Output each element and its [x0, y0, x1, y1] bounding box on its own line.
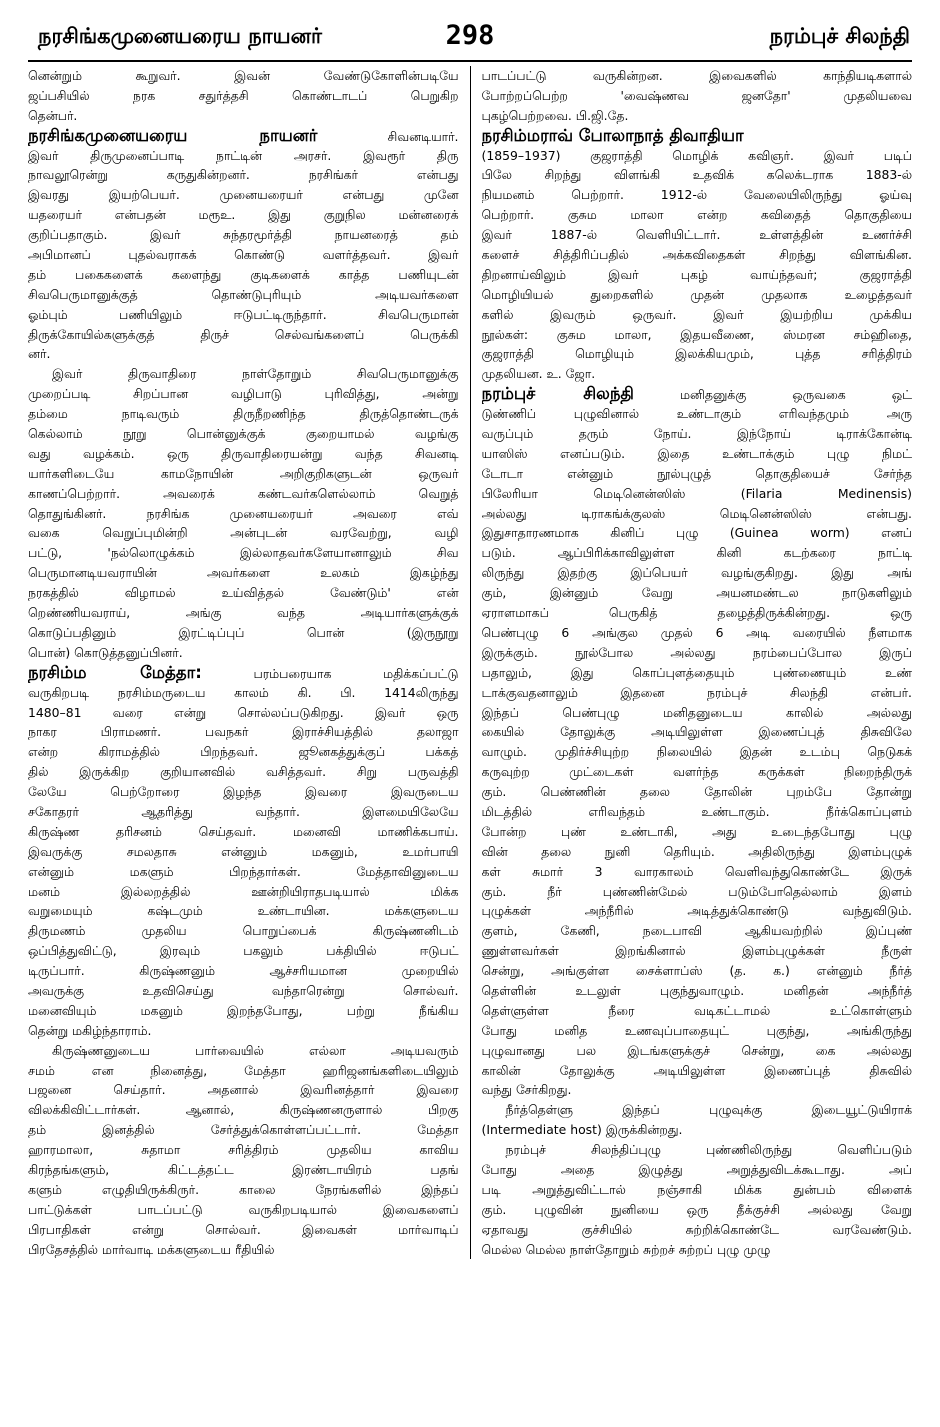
entry-narasimharao-heading-line — [482, 126, 913, 146]
entry-line: பொன்) கொடுத்தனுப்பினர். — [28, 644, 183, 660]
entry-line: ஒப்பித்துவிட்டு, இரவும் பகலும் பக்தியில் ஈடுபட் — [28, 943, 459, 959]
entry-line: திறனாய்விலும் இவர் புகழ் வாய்ந்தவர்; குஜராத்தி — [481, 266, 912, 282]
entry-line: பிலே சிறந்து விளங்கி உதவிக் கலெக்டராக 1883-ல் — [481, 167, 912, 183]
entry-narasimha-mehta-heading-line — [28, 663, 459, 683]
entry-line: போது அதை இழுத்து அறுத்துவிடக்கூடாது. அப் — [481, 1161, 912, 1177]
entry-line: கள் சுமார் 3 வாரகாலம் வெளிவந்துகொண்டே இருக் — [481, 863, 912, 879]
entry-line: தம் இனத்தில் சேர்த்துக்கொள்ளப்பட்டார். மேத்தா — [28, 1122, 459, 1138]
entry-line: லிருந்து இதற்கு இப்பெயர் வழங்குகிறது. இது அங் — [481, 565, 912, 581]
entry-line: களைச் சித்திரிப்பதில் அக்கவிதைகள் சிறந்து விளங்கின. — [481, 247, 912, 263]
intro-line: னென்றும் கூறுவர். இவன் வேண்டுகோளின்படியே — [28, 68, 459, 83]
entry-line: கும், இன்னும் வேறு அயனமண்டல நாடுகளிலும் — [481, 585, 912, 601]
entry-line: கொடுப்பதினும் இரட்டிப்புப் பொன் (இருநூறு — [28, 624, 459, 640]
entry-line: தில் இருக்கிற குறியானவில் வசித்தவர். சிறு பருவத்தி — [28, 764, 459, 780]
entry-line: நாவலூரென்று கருதுகின்றனர். நரசிங்கர் என்பது — [28, 167, 459, 183]
intro-line: போற்றப்பெற்ற 'வைஷ்ணவ ஜனதோ' முதலியவை — [481, 87, 912, 103]
entry-line: யாஸிஸ் எனப்படும். இதை உண்டாக்கும் புழு நிமட் — [481, 445, 912, 461]
entry-line: ஏராளமாகப் பெருகித் தழைத்திருக்கின்றது. ஒரு — [481, 605, 912, 621]
entry-heading: நரசிம்மராவ் போலாநாத் திவாதியா — [481, 125, 744, 145]
intro-line: ஜப்பசியில் நரக சதுர்த்தசி கொண்டாடப் பெறுகிற — [28, 87, 459, 103]
entry-line: ஏதாவது குச்சியில் சுற்றிக்கொண்டே வரவேண்டும். — [481, 1221, 912, 1237]
entry-line: 1480–81 வரை என்று சொல்லப்படுகிறது. இவர் ஒரு — [28, 704, 459, 720]
entry-line: பிரபாதிகள் என்று சொல்வர். இவைகள் மார்வாடிப் — [28, 1221, 459, 1237]
intro-line: புகழ்பெற்றவை. பி.ஜி.தே. — [481, 107, 629, 123]
entry-line: டாக்குவதனாலும் இதனை நரம்புச் சிலந்தி என்பர். — [481, 684, 912, 700]
entry-line: என்னும் மகளும் பிறந்தார்கள். மேத்தாவினுடைய — [28, 863, 459, 879]
entry-line: முதலியன. உ. ஜோ. — [481, 366, 596, 382]
entry-line: வாழும். முதிர்ச்சியுற்ற நிலையில் இதன் உடம்பு நெடுகக் — [481, 744, 912, 760]
entry-heading: நரசிங்கமுனையரைய நாயனர் — [28, 125, 318, 145]
entry-line: என்ற கிராமத்தில் பிறந்தவர். ஜூனகத்துக்குப் பக்கத் — [28, 744, 459, 760]
entry-heading: நரசிம்ம மேத்தா: — [28, 662, 202, 682]
entry-line: மனைவியும் மகனும் இறந்தபோது, பற்று நீங்கிய — [28, 1002, 459, 1018]
entry-line: களும் எழுதியிருக்கிருர். காலை நேரங்களில் இந்தப் — [28, 1181, 459, 1197]
entry-line: நரம்புச் சிலந்திப்புழு புண்ணிலிருந்து வெளிப்படும் — [505, 1142, 912, 1158]
entry-line: குறிப்பதாகும். இவர் சுந்தரமூர்த்தி நாயனரைத் தம் — [28, 227, 459, 243]
entry-line: கிருஷ்ணனுடைய பார்வையில் எல்லா அடியவரும் — [52, 1042, 459, 1058]
entry-line: பிலேரியா மெடினென்ஸிஸ் (Filaria Medinensis) — [481, 485, 912, 501]
entry-line: வந்து சேர்கிறது. — [481, 1082, 572, 1098]
entry-line: பட்டு, 'நல்லொழுக்கம் இல்லாதவர்களேயானாலும் சிவ — [28, 545, 459, 561]
entry-line: பாட்டுக்கள் பாடப்பட்டு வருகிறபடியால் இவைகளைப் — [28, 1201, 459, 1217]
entry-line: (Intermediate host) இருக்கின்றது. — [481, 1122, 683, 1138]
entry-line: வின் தலை நுனி தெரியும். அதிலிருந்து இளம்புழுக் — [481, 843, 912, 859]
entry-line: நரகத்தில் விழாமல் உய்வித்தல் வேண்டும்' என் — [28, 585, 459, 601]
entry-line: னர். — [28, 346, 51, 362]
entry-line: கிரந்தங்களும், கிட்டத்தட்ட இரண்டாயிரம் பதங் — [28, 1161, 459, 1177]
entry-line: இருக்கும். நூல்போல அல்லது நரம்பைப்போல இருப் — [481, 644, 912, 660]
entry-line: வறுமையும் கஷ்டமும் உண்டாயின. மக்களுடைய — [28, 903, 459, 919]
entry-line: யதரையர் என்பதன் மரூஉ. இது குறுநில மன்னரைக் — [28, 207, 459, 223]
entry-line: நியமனம் பெற்றார். 1912-ல் வேலையிலிருந்து ஓய்வு — [481, 187, 912, 203]
entry-heading-rest: மனிதனுக்கு ஒருவகை ஒட் — [633, 387, 912, 403]
entry-line: தெள்ளுள்ள நீரை வடிகட்டாமல் உட்கொள்ளும் — [481, 1002, 912, 1018]
entry-line: நூல்கள்: குசும மாலா, இதயவீணை, ஸ்மரன சம்ஹிதை, — [481, 326, 912, 342]
entry-line: இந்தப் பெண்புழு மனிதனுடைய காலில் அல்லது — [481, 704, 912, 720]
entry-line: கிருஷ்ண தரிசனம் செய்தவர். மனைவி மாணிக்கபாய். — [28, 823, 459, 839]
entry-line: களில் இவரும் ஒருவர். இவர் இயற்றிய முக்கிய — [481, 306, 912, 322]
entry-line: தம் பகைகளைக் களைந்து குடிகளைக் காத்த பணியுடன் — [28, 266, 459, 282]
entry-line: லேயே பெற்றோரை இழந்த இவரை இவருடைய — [28, 784, 459, 800]
entry-line: பஜனை செய்தார். அதனால் இவரினத்தார் இவரை — [28, 1082, 459, 1098]
entry-line: குளம், கேணி, நடைபாவி ஆகியவற்றில் இப்புண் — [481, 923, 912, 939]
entry-line: இதுசாதாரணமாக கினிப் புழு (Guinea worm) எனப் — [481, 525, 912, 541]
entry-line: கெல்லாம் நூறு பொன்னுக்குக் குறையாமல் வழங்கு — [28, 426, 459, 442]
entry-line: இவருக்கு சமலதாசு என்னும் மகனும், உமர்பாயி — [28, 843, 459, 859]
entry-line: கும். பெண்ணின் தலை தோலின் புறம்பே தோன்று — [481, 784, 912, 800]
entry-line: இவரது இயற்பெயர். முனையரையர் என்பது முனே — [28, 187, 459, 203]
entry-line: புழுக்கள் அந்நீரில் அடித்துக்கொண்டு வந்துவிடும். — [481, 903, 912, 919]
entry-line: நாகர பிராமணர். பவநகர் இராச்சியத்தில் தலாஜா — [28, 724, 459, 740]
entry-line: நீர்த்தெள்ளு இந்தப் புழுவுக்கு இடையூட்டுயிராக் — [505, 1102, 912, 1118]
entry-line: போது மனித உணவுப்பாதையுட் புகுந்து, அங்கிருந்து — [481, 1022, 912, 1038]
left-column — [28, 66, 459, 1259]
entry-line: அபிமானப் புதல்வராகக் கொண்டு வளர்த்தவர். இவர் — [28, 247, 459, 263]
entry-line: புழுவானது பல இடங்களுக்குச் சென்று, கை அல்லது — [481, 1042, 912, 1058]
entry-line: பதாலும், இது கொப்புளத்தையும் புண்ணையும் உண் — [481, 664, 912, 680]
entry-line: சிவபெருமானுக்குத் தொண்டுபுரியும் அடியவர்களை — [28, 286, 459, 302]
entry-line: திருக்கோயில்களுக்குத் திருச் செல்வங்களைப் பெருக்கி — [28, 326, 459, 342]
entry-line: ணுள்ளவர்கள் இறங்கினால் இளம்புழுக்கள் நீருள் — [481, 943, 912, 959]
entry-line: றெண்ணியவராய், அங்கு வந்த அடியார்களுக்குக் — [28, 605, 459, 621]
page-header — [28, 20, 912, 62]
header-right-title: நரம்புச் சிலந்தி — [769, 24, 910, 48]
entry-line: டுண்ணிப் புழுவினால் உண்டாகும் எரிவந்தமும் அரு — [481, 406, 912, 422]
entry-line: கையில் தோலுக்கு அடியிலுள்ள இணைப்புத் திசுவிலே — [481, 724, 912, 740]
entry-line: பெற்றார். குசும மாலா என்ற கவிதைத் தொகுதியை — [481, 207, 912, 223]
entry-line: பெருமானடியவராயின் அவர்களை உலகம் இகழ்ந்து — [28, 565, 459, 581]
entry-line: தொதுங்கினர். நரசிங்க முனையரையர் அவரை எவ் — [28, 505, 459, 521]
entry-heading-rest: பரம்பரையாக மதிக்கப்பட்டு — [201, 665, 459, 681]
entry-line: ஓம்பும் பணியிலும் ஈடுபட்டிருந்தார். சிவபெருமான் — [28, 306, 459, 322]
entry-line: காணப்பெற்றார். அவரைக் கண்டவர்களெல்லாம் வெறுத் — [28, 485, 459, 501]
entry-line: வருகிறபடி நரசிம்மருடைய காலம் கி. பி. 1414லிருந்து — [28, 684, 459, 700]
entry-line: டோடா என்னும் நூல்புழுத் தொகுதியைச் சேர்ந்த — [481, 465, 912, 481]
entry-line: அல்லது டிராகங்க்குலஸ் மெடினென்ஸிஸ் என்பது. — [481, 505, 912, 521]
page-body — [28, 66, 912, 1259]
column-divider — [470, 66, 471, 1259]
entry-line: தம்மை நாடிவரும் திருநீறணிந்த திருத்தொண்டருக் — [28, 406, 459, 422]
intro-line: தென்பர். — [28, 107, 78, 123]
entry-line: படி அறுத்துவிட்டால் நஞ்சாகி மிக்க துன்பம் விளைக் — [481, 1181, 912, 1197]
entry-line: பிரதேசத்தில் மார்வாடி மக்களுடைய ரீதியில் — [28, 1241, 275, 1257]
entry-line: சகோதரர் ஆதரித்து வந்தார். இளமையிலேயே — [28, 803, 459, 819]
entry-line: யார்களிடையே காமநோயின் அறிகுறிகளுடன் ஒருவர் — [28, 465, 459, 481]
page-number: 298 — [445, 20, 495, 51]
entry-line: வகை வெறுப்புமின்றி அன்புடன் வரவேற்று, வழி — [28, 525, 459, 541]
header-left-title: நரசிங்கமுனையரைய நாயனர் — [38, 24, 322, 48]
entry-line: சமம் என நினைத்து, மேத்தா ஹரிஜனங்களிடையிலும் — [28, 1062, 459, 1078]
entry-line: தெள்ளின் உடலுள் புகுந்துவாழும். மனிதன் அந்நீர்த் — [481, 982, 912, 998]
entry-line: திருமணம் முதலிய பொறுப்பைக் கிருஷ்ணனிடம் — [28, 923, 459, 939]
entry-line: மிடத்தில் எரிவந்தம் உண்டாகும். நீர்க்கொப்புளம் — [481, 803, 912, 819]
entry-line: சென்று, அங்குள்ள சைக்ளாப்ஸ் (த. க.) என்னும் நீர்த் — [481, 963, 912, 979]
entry-line: கும். நீர் புண்ணின்மேல் படும்போதெல்லாம் இளம் — [481, 883, 912, 899]
entry-line: டிருப்பார். கிருஷ்ணனும் ஆச்சரியமான முறையில் — [28, 963, 459, 979]
entry-heading: நரம்புச் சிலந்தி — [481, 384, 634, 404]
entry-guinea-worm-heading-line — [482, 384, 913, 404]
entry-line: மொழியியல் துறைகளில் முதன் முதலாக உழைத்தவர் — [481, 286, 912, 302]
entry-line: வருப்பும் தரும் நோய். இந்நோய் டிராக்கோன்டி — [481, 426, 912, 442]
entry-narasinga-heading-line — [28, 126, 459, 146]
entry-line: பெண்புழு 6 அங்குல முதல் 6 அடி வரையில் நீளமாக — [481, 624, 912, 640]
entry-line: இவர் திருமுனைப்பாடி நாட்டின் அரசர். இவரூர் திரு — [28, 147, 459, 163]
entry-line: காலின் தோலுக்கு அடியிலுள்ள இணைப்புத் திசுவில் — [481, 1062, 912, 1078]
entry-heading-rest: சிவனடியார். — [317, 128, 459, 144]
entry-line: மனம் இல்லறத்தில் ஊன்றியிராதபடியால் மிக்க — [28, 883, 459, 899]
entry-line: இவர் திருவாதிரை நாள்தோறும் சிவபெருமானுக்கு — [52, 366, 459, 382]
entry-line: ஹாரமாலா, சுதாமா சரித்திரம் முதலிய காவிய — [28, 1142, 459, 1158]
right-column — [482, 66, 913, 1259]
entry-line: போன்ற புண் உண்டாகி, அது உடைந்தபோது புழு — [481, 823, 912, 839]
entry-line: அவருக்கு உதவிசெய்து வந்தாரென்று சொல்வர். — [28, 982, 459, 998]
entry-line: (1859–1937) குஜராத்தி மொழிக் கவிஞர். இவர் படிப் — [481, 147, 912, 163]
intro-line: பாடப்பட்டு வருகின்றன. இவைகளில் காந்தியடிகளால் — [481, 68, 912, 83]
entry-line: படும். ஆப்பிரிக்காவிலுள்ள கினி கடற்கரை நாட்டி — [481, 545, 912, 561]
entry-line: குஜராத்தி மொழியும் இலக்கியமும், புத்த சரித்திரம் — [481, 346, 912, 362]
entry-line: கும். புழுவின் நுனியை ஒரு தீக்குச்சி அல்லது வேறு — [481, 1201, 912, 1217]
entry-line: கருவுற்ற முட்டைகள் வளர்ந்த கருக்கள் நிறைந்திருக் — [481, 764, 912, 780]
entry-line: மெல்ல மெல்ல நாள்தோறும் சுற்றச் சுற்றப் புழு முழு — [481, 1241, 771, 1257]
entry-line: வது வழக்கம். ஒரு திருவாதிரையன்று வந்த சிவனடி — [28, 445, 459, 461]
entry-line: தென்று மகிழ்ந்தாராம். — [28, 1022, 152, 1038]
entry-line: முறைப்படி சிறப்பான வழிபாடு புரிவித்து, அன்று — [28, 386, 459, 402]
entry-line: இவர் 1887-ல் வெளியிட்டார். உள்ளத்தின் உணர்ச்சி — [481, 227, 912, 243]
entry-line: விலக்கிவிட்டார்கள். ஆனால், கிருஷ்ணனருளால் பிறகு — [28, 1102, 459, 1118]
